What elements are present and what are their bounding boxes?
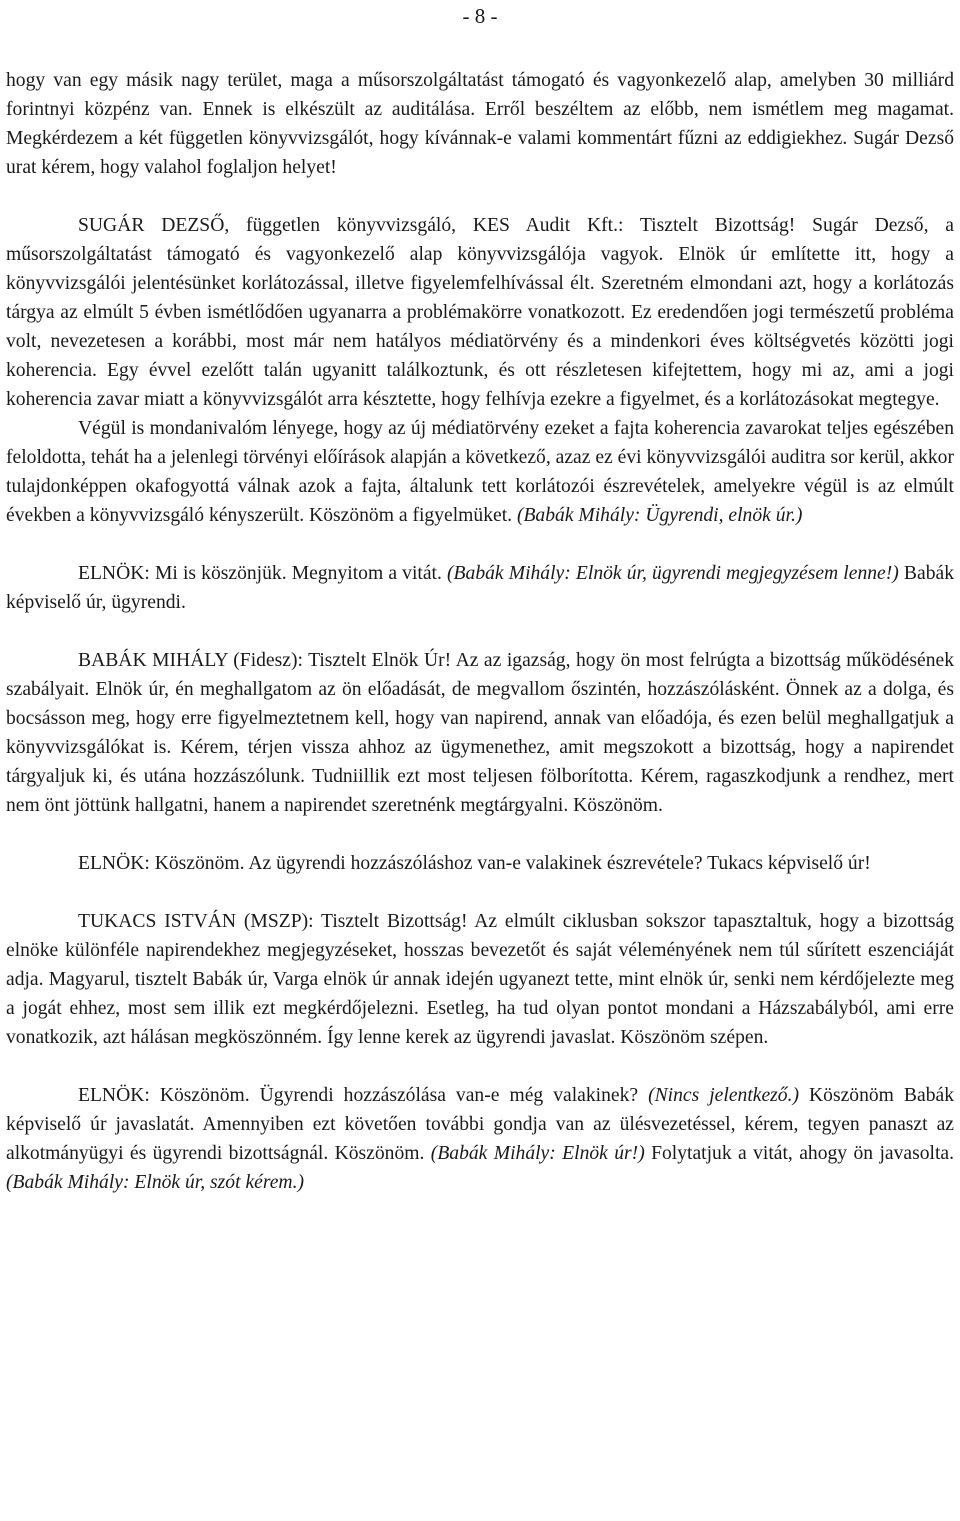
paragraph-text: hogy van egy másik nagy terület, maga a műsorszolgáltatást támogató és vagyonkezelő alap, amelyben 30 milliárd forintnyi közpénz van. Ennek is elkészült az auditálása. Erről beszéltem az előbb, nem ismétlem meg magamat. Megkérdezem a két független könyvvizsgálót, hogy kívánnak-e valami kommentárt fűzni az eddigiekhez. Sugár Dezső urat kérem, hogy valahol foglaljon helyet! [6,70,954,178]
paragraph-text: Folytatjuk a vitát, ahogy ön javasolta. [644,1143,954,1164]
paragraph-chair-reply [6,559,954,617]
paragraph-sugar-conclusion [6,414,954,530]
document-body [6,66,954,1197]
paragraph-text: SUGÁR DEZSŐ, független könyvvizsgáló, KES Audit Kft.: Tisztelt Bizottság! Sugár Dezső, a műsorszolgáltatást támogató és vagyonkezelő alap könyvvizsgálója vagyok. Elnök úr említette itt, hogy a könyvvizsgálói jelentésünket korlátozással, illetve figyelemfelhívással élt. Szeretném elmondani azt, hogy a korlátozás tárgya az elmúlt 5 évben ismétlődően ugyanarra a problémakörre vonatkozott. Ez eredendően jogi természetű probléma volt, nevezetesen a korábbi, most már nem hatályos médiatörvény és a mindenkori éves költségvetés közötti jogi koherencia. Egy évvel ezelőtt talán ugyanitt találkoztunk, és ott részletesen kifejtettem, hogy mi az, ami a jogi koherencia zavar miatt a könyvvizsgálót arra késztette, hogy felhívja ezekre a figyelmet, és a korlátozásokat megtegye. [6,215,954,410]
interjection: (Babák Mihály: Elnök úr!) [430,1143,645,1164]
paragraph-text: Babák képviselő úr, ügyrendi. [6,563,954,613]
paragraph-tukacs-statement [6,907,954,1052]
paragraph-babak-statement [6,646,954,820]
interjection: (Nincs jelentkező.) [648,1085,800,1106]
paragraph-sugar-statement [6,211,954,414]
paragraph-chair-closing [6,1081,954,1197]
paragraph-text: Végül is mondanivalóm lényege, hogy az új médiatörvény ezeket a fajta koherencia zavarokat teljes egészében feloldotta, tehát ha a jelenlegi törvényi előírások alapján a következő, azaz ez évi könyvvizsgálói auditra sor kerül, akkor tulajdonképpen okafogyottá válnak azok a fajta, általunk tett korlátozói észrevételek, amelyekre végül is az elmúlt években a könyvvizsgáló kényszerült. Köszönöm a figyelmüket. [6,418,954,526]
paragraph-text: ELNÖK: Mi is köszönjük. Megnyitom a vitát. [78,563,448,584]
paragraph-text: ELNÖK: Köszönöm. Ügyrendi hozzászólása van-e még valakinek? [78,1085,649,1106]
paragraph-text: TUKACS ISTVÁN (MSZP): Tisztelt Bizottság! Az elmúlt ciklusban sokszor tapasztaltuk, hogy a bizottság elnöke különféle napirendekhez megjegyzéseket, hosszas bevezetőt és saját véleményének nem túl sűrített eszenciáját adja. Magyarul, tisztelt Babák úr, Varga elnök úr annak idején ugyanezt tette, mint elnök úr, senki nem kérdőjelezte meg a jogát ehhez, most sem illik ezt megkérdőjelezni. Esetleg, ha tud olyan pontot mondani a Házszabályból, ami erre vonatkozik, azt hálásan megköszönném. Így lenne kerek az ügyrendi javaslat. Köszönöm szépen. [6,911,954,1048]
paragraph-text: Köszönöm Babák képviselő úr javaslatát. Amennyiben ezt követően további gondja van az ülésvezetéssel, kérem, tegyen panaszt az alkotmányügyi és ügyrendi bizottságnál. Köszönöm. [6,1085,954,1164]
paragraph-text: ELNÖK: Köszönöm. Az ügyrendi hozzászóláshoz van-e valakinek észrevétele? Tukacs képviselő úr! [78,853,871,874]
interjection: (Babák Mihály: Elnök úr, szót kérem.) [6,1172,305,1193]
interjection: (Babák Mihály: Elnök úr, ügyrendi megjegyzésem lenne!) [447,563,899,584]
page-number: - 8 - [462,4,498,28]
paragraph-chair-question [6,849,954,878]
interjection: (Babák Mihály: Ügyrendi, elnök úr.) [516,505,803,526]
paragraph-text: BABÁK MIHÁLY (Fidesz): Tisztelt Elnök Úr! Az az igazság, hogy ön most felrúgta a bizottság működésének szabályait. Elnök úr, én meghallgatom az ön előadását, de megvallom őszintén, hozzászólásként. Önnek az a dolga, és bocsásson meg, hogy erre figyelmeztetnem kell, hogy van napirend, annak van előadója, és ezen belül meghallgatjuk a könyvvizsgálókat is. Kérem, térjen vissza ahhoz az ügymenethez, amit megszokott a bizottság, hogy a napirendet tárgyaljuk ki, és utána hozzászólunk. Tudniillik ezt most teljesen fölborította. Kérem, ragaszkodjunk a rendhez, mert nem önt jöttünk hallgatni, hanem a napirendet szeretnénk megtárgyalni. Köszönöm. [6,650,954,816]
paragraph-chair-intro [6,66,954,182]
